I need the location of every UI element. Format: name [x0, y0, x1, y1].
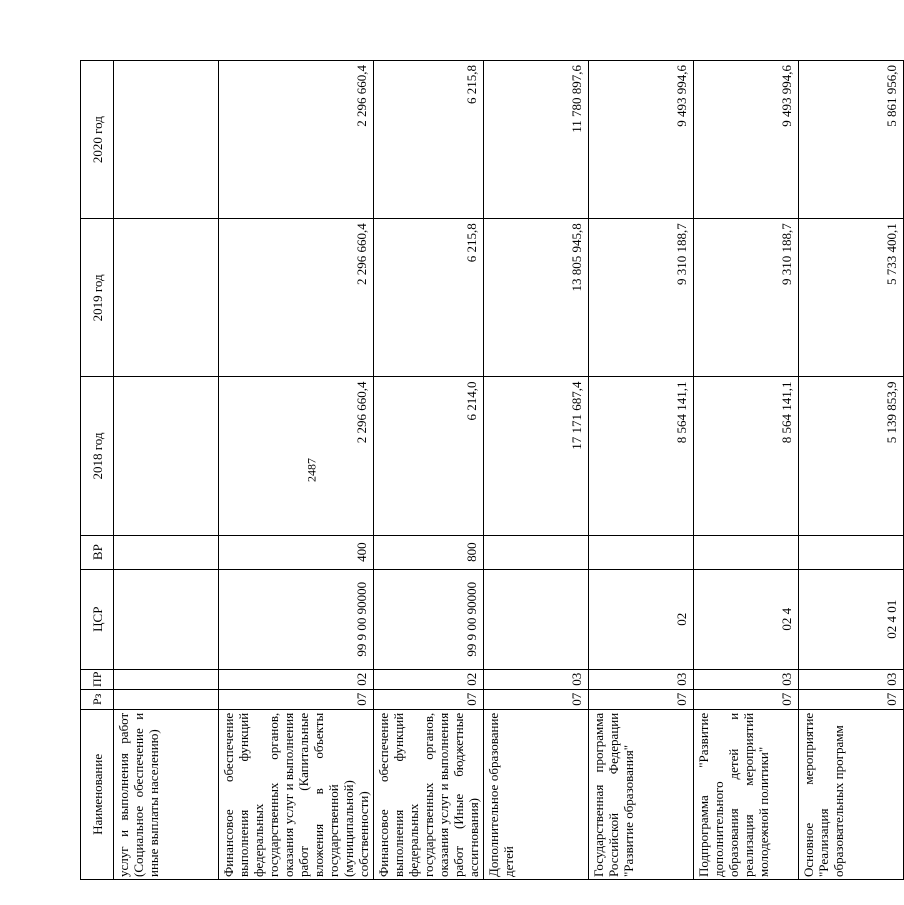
row-csr: 02 4 [694, 569, 799, 669]
row-name: Финансовое обеспечение выполнения функций федеральных государственных органов, оказания услуг и выполнения работ (Капитальные вложения в объекты государственной (муниципальной) собственности) [219, 709, 374, 879]
row-2018: 8 564 141,1 [589, 377, 694, 535]
row-2019: 6 215,8 [374, 219, 484, 377]
header-2018: 2018 год [81, 377, 114, 535]
row-rz: 07 [219, 689, 374, 709]
row-2019: 9 310 188,7 [589, 219, 694, 377]
row-csr [484, 569, 589, 669]
row-vr: 800 [374, 535, 484, 569]
header-2019: 2019 год [81, 219, 114, 377]
row-vr [799, 535, 904, 569]
row-vr: 400 [219, 535, 374, 569]
row-pr: 03 [799, 669, 904, 689]
table-row [484, 61, 589, 880]
row-pr: 03 [484, 669, 589, 689]
row-csr: 02 4 01 [799, 569, 904, 669]
header-pr: ПР [81, 669, 114, 689]
row-2019: 13 805 945,8 [484, 219, 589, 377]
row-name: Подпрограмма "Развитие дополнительного образования детей и реализация мероприятий молодежной политики" [694, 709, 799, 879]
row-2018: 6 214,0 [374, 377, 484, 535]
row-rz: 07 [484, 689, 589, 709]
row-rz: 07 [799, 689, 904, 709]
table-row [799, 61, 904, 880]
header-csr: ЦСР [81, 569, 114, 669]
row-name: Основное мероприятие "Реализация образовательных программ [799, 709, 904, 879]
row-rz: 07 [694, 689, 799, 709]
row-rz: 07 [589, 689, 694, 709]
row-pr [114, 669, 219, 689]
row-name: Дополнительное образование детей [484, 709, 589, 879]
row-2020: 2 296 660,4 [219, 61, 374, 219]
row-vr [484, 535, 589, 569]
row-2019: 9 310 188,7 [694, 219, 799, 377]
row-pr: 03 [694, 669, 799, 689]
table-row [114, 61, 219, 880]
row-name: Государственная программа Российской Федерации "Развитие образования" [589, 709, 694, 879]
row-name: Финансовое обеспечение выполнения функций федеральных государственных органов, оказания услуг и выполнения работ (Иные бюджетные ассигнования) [374, 709, 484, 879]
budget-table-rotated [80, 60, 899, 880]
row-csr: 02 [589, 569, 694, 669]
row-2018: 17 171 687,4 [484, 377, 589, 535]
row-2020: 11 780 897,6 [484, 61, 589, 219]
row-name: услуг и выполнения работ (Социальное обеспечение и иные выплаты населению) [114, 709, 219, 879]
table-header-row [81, 61, 114, 880]
row-2020: 6 215,8 [374, 61, 484, 219]
page-number: 2487 [304, 458, 319, 482]
row-csr: 99 9 00 90000 [374, 569, 484, 669]
row-2020: 9 493 994,6 [694, 61, 799, 219]
row-pr: 03 [589, 669, 694, 689]
row-2018: 5 139 853,9 [799, 377, 904, 535]
row-2018: 8 564 141,1 [694, 377, 799, 535]
row-pr: 02 [374, 669, 484, 689]
row-2019 [114, 219, 219, 377]
table-row [694, 61, 799, 880]
row-csr [114, 569, 219, 669]
header-name: Наименование [81, 709, 114, 879]
row-2018: 2 296 660,4 [219, 377, 374, 535]
row-2019: 2 296 660,4 [219, 219, 374, 377]
budget-table [80, 60, 904, 880]
row-2019: 5 733 400,1 [799, 219, 904, 377]
row-rz: 07 [374, 689, 484, 709]
header-vr: ВР [81, 535, 114, 569]
row-csr: 99 9 00 90000 [219, 569, 374, 669]
row-2020: 9 493 994,6 [589, 61, 694, 219]
row-rz [114, 689, 219, 709]
row-2018 [114, 377, 219, 535]
table-row [374, 61, 484, 880]
row-2020: 5 861 956,0 [799, 61, 904, 219]
row-vr [589, 535, 694, 569]
row-vr [114, 535, 219, 569]
table-row [219, 61, 374, 880]
table-row [589, 61, 694, 880]
row-pr: 02 [219, 669, 374, 689]
header-rz: Рз [81, 689, 114, 709]
row-vr [694, 535, 799, 569]
header-2020: 2020 год [81, 61, 114, 219]
row-2020 [114, 61, 219, 219]
